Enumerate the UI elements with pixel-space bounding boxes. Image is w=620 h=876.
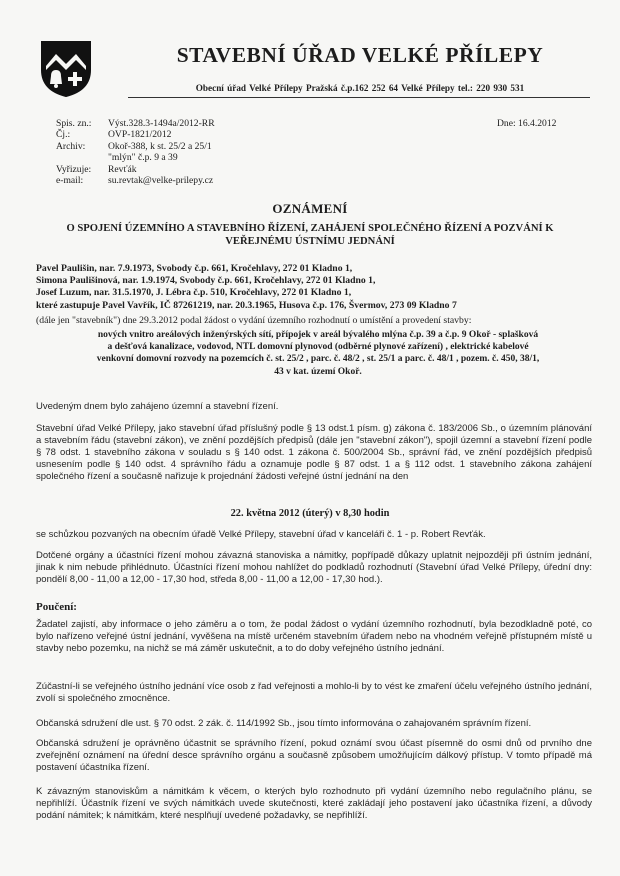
paragraph-association-participation: Občanská sdružení je oprávněno účastnit se správního řízení, pokud oznámí svou účast písemně do osmi dnů od prvního dne zveřejnění oznámení na úřední desce správního orgánu a současně způsobem umožňujícím dálkový přístup. V tomto případě má postavení účastníka řízení. [36,738,592,773]
paragraph-proceeding-start: Uvedeným dnem bylo zahájeno územní a stavební řízení. [36,401,279,412]
construction-subject: nových vnitro areálových inženýrských sítí, přípojek v areál bývalého mlýna č.p. 39 a č.p. 9 Okoř - splašková a dešťová kanalizace, vodovod, NTL domovní plynovod (odběrné plynové zařízení) , elektrické kabelové venkovní domovní rozvody na pozemcích č. st. 25/2 , parc. č. 48/2 , st. 25/1 a parc. č. 48/1 , pozem. č. 450, 38/1, 43 v kat. území Okoř. [96,330,540,377]
document-date: Dne: 16.4.2012 [497,118,557,129]
meta-row: Čj.: OVP-1821/2012 [56,129,172,141]
office-contact: Obecní úřad Velké Přílepy Pražská č.p.162 252 64 Velké Přílepy tel.: 220 930 531 [195,83,525,93]
paragraph-objection-rules: K závazným stanoviskům a námitkám k věcem, o kterých bylo rozhodnuto při vydání územního nebo regulačního plánu, se nepřihlíží. Účastník řízení ve svých námitkách uvede skutečnosti, které zakládají jeho postavení jako účastníka řízení, a důvody podání námitek; k námitkám, které nesplňují uvedené požadavky, se nepřihlíží. [36,786,592,821]
notice-title: OZNÁMENÍ [272,201,348,216]
paragraph-associations: Občanská sdružení dle ust. § 70 odst. 2 zák. č. 114/1992 Sb., jsou tímto informována o zahajovaném správním řízení. [36,718,532,729]
meta-row: e-mail: su.revtak@velke-prilepy.cz [56,175,214,187]
meta-row: Archiv: Okoř-388, k st. 25/2 a 25/1 [56,140,212,152]
header-divider [128,97,590,98]
applicant-list [36,263,596,312]
applicant-line: které zastupuje Pavel Vavřík, IČ 87261219, nar. 20.3.1965, Husova č.p. 176, Švermov, 273 09 Kladno 7 [36,299,457,311]
applicant-line: Simona Paulišinová, nar. 1.9.1974, Svobody č.p. 661, Kročehlavy, 272 01 Kladno 1, [36,275,376,287]
instruction-heading: Poučení: [36,601,77,613]
paragraph-objections: Dotčené orgány a účastníci řízení mohou závazná stanoviska a námitky, popřípadě důkazy uplatnit nejpozději při ústním jednání, jinak k nim nebude přihlédnuto. Účastníci řízení mohou nahlížet do podkladů rozhodnutí (Stavební úřad Velké Přílepy, úřední dny: pondělí 8,00 - 11,00 a 12,00 - 17,30 hod, středa 8,00 - 11,00 a 12,00 - 17,30 hod.). [36,550,592,585]
applicant-line: Josef Luzum, nar. 31.5.1970, J. Lébra č.p. 510, Kročehlavy, 272 01 Kladno 1, [36,287,352,299]
office-title: STAVEBNÍ ÚŘAD VELKÉ PŘÍLEPY [176,43,544,67]
paragraph-applicant-duty: Žadatel zajistí, aby informace o jeho záměru a o tom, že podal žádost o vydání územního rozhodnutí, byla bezodkladně poté, co bylo nařízeno veřejné ústní jednání, vyvěšena na místě určeném stavebním úřadem nebo na vhodném veřejně přístupném místě u stavby nebo pozemku, na nichž se má záměr uskutečnit, a to do doby veřejného ústního jednání. [36,619,592,654]
meta-row: "mlýn" č.p. 9 a 39 [108,152,178,164]
hearing-date: 22. května 2012 (úterý) v 8,30 hodin [230,508,390,519]
paragraph-public-proxy: Zúčastní-li se veřejného ústního jednání více osob z řad veřejnosti a mohlo-li by to vést ke zmaření účelu veřejného ústního jednání, zvolí si společného zmocněnce. [36,681,592,704]
file-metadata [56,118,215,186]
email-link[interactable]: su.revtak@velke-prilepy.cz [108,175,214,187]
meta-row: Vyřizuje: Revťák [56,163,137,175]
paragraph-legal-basis: Stavební úřad Velké Přílepy, jako stavební úřad příslušný podle § 13 odst.1 písm. g) zákona č. 183/2006 Sb., o územním plánování a stavebním řádu (stavební zákon), ve znění pozdějších předpisů (dále jen "stavební zákon"), spojil územní a stavební řízení podle § 78 odst. 1 stavebního zákona v souladu s § 140 odst. 1 zákona č. 500/2004 Sb., správní řád, ve znění pozdějších předpisů usnesením podle § 140 odst. 4 správního řádu a oznamuje podle § 87 odst. 1 a § 112 odst. 1 stavebního zákona zahájení společného řízení a současně nařizuje k projednání žádosti veřejné ústní jednání na den [36,423,592,482]
municipal-crest-icon [40,40,92,98]
meta-row: Spis. zn.: Výst.328.3-1494a/2012-RR [56,118,215,129]
notice-subtitle: O SPOJENÍ ÚZEMNÍHO A STAVEBNÍHO ŘÍZENÍ, ZAHÁJENÍ SPOLEČNÉHO ŘÍZENÍ A POZVÁNÍ K VEŘEJNÉMU ÚSTNÍMU JEDNÁNÍ [66,223,554,247]
applicant-line: Pavel Paulišin, nar. 7.9.1973, Svobody č.p. 661, Kročehlavy, 272 01 Kladno 1, [36,263,353,274]
applicant-note: (dále jen "stavebník") dne 29.3.2012 podal žádost o vydání územního rozhodnutí o umístění a provedení stavby: [36,315,472,326]
paragraph-meeting-place: se schůzkou pozvaných na obecním úřadě Velké Přílepy, stavební úřad v kanceláři č. 1 - p. Robert Revťák. [36,529,486,540]
